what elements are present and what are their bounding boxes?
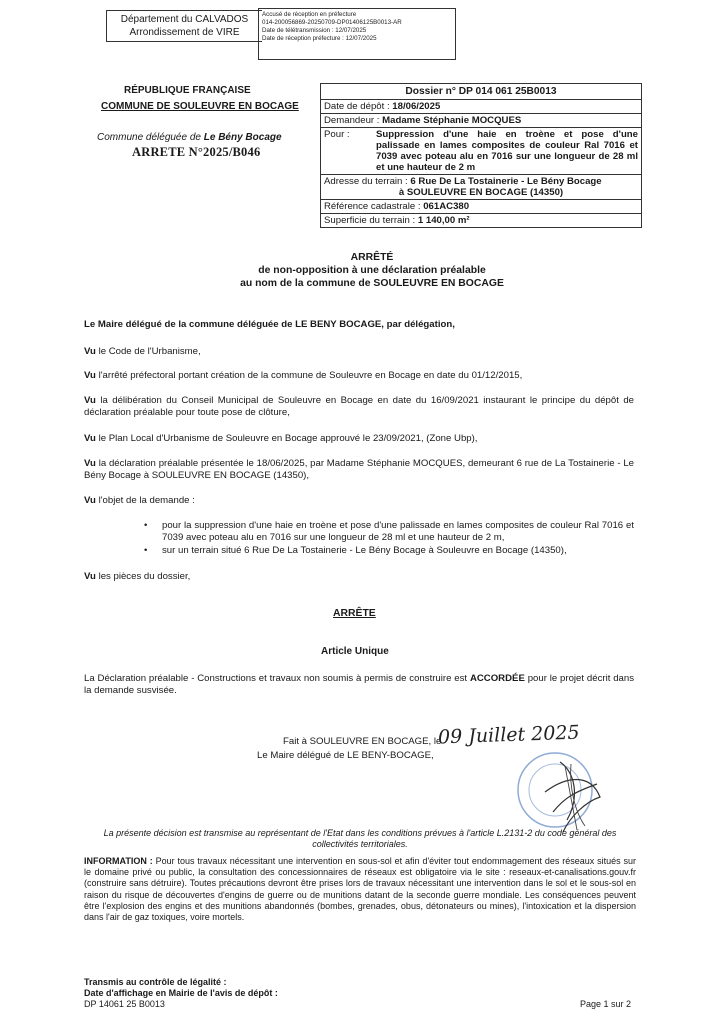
adresse-label: Adresse du terrain : — [324, 176, 408, 187]
vu-text: l'arrêté préfectoral portant création de la commune de Souleuvre en Bocage en date du 01/12/2015, — [98, 370, 523, 381]
demandeur-row — [321, 113, 641, 127]
ack-line: Date de télétransmission : 12/07/2025 — [262, 27, 367, 34]
superficie-value: 1 140,00 m² — [417, 215, 470, 226]
vu-word: Vu — [84, 346, 96, 357]
vu-word: Vu — [84, 458, 96, 469]
bullet-text: sur un terrain situé 6 Rue De La Tostainerie - Le Bény Bocage à Souleuvre en Bocage (14350), — [162, 545, 567, 556]
pour-label: Pour : — [324, 129, 350, 140]
document-title — [0, 251, 724, 290]
dossier-number: Dossier n° DP 014 061 25B0013 — [405, 86, 557, 97]
decision-pre: La Déclaration préalable - Constructions et travaux non soumis à permis de construire est — [84, 673, 468, 684]
footer-legality: Transmis au contrôle de légalité : — [84, 977, 227, 987]
delegated-name: Le Bény Bocage — [203, 132, 282, 143]
vu-declaration — [84, 458, 634, 482]
vu-pieces — [84, 571, 190, 583]
department-line: Département du CALVADOS — [120, 14, 249, 25]
information-notice — [84, 856, 636, 923]
page-number: Page 1 sur 2 — [580, 999, 632, 1009]
vu-arrete — [84, 370, 522, 382]
vu-objet — [84, 495, 195, 507]
arrete-number: ARRETE N°2025/B046 — [132, 145, 261, 159]
ack-line: Accusé de réception en préfecture — [262, 11, 357, 18]
dossier-table — [320, 83, 642, 228]
arrete-heading: ARRÊTE — [333, 608, 376, 619]
bullet-icon: • — [144, 520, 148, 531]
demandeur-label: Demandeur : — [324, 115, 380, 126]
cadastre-label: Référence cadastrale : — [324, 201, 421, 212]
vu-word: Vu — [84, 495, 96, 506]
vu-word: Vu — [84, 395, 96, 406]
title-line3: au nom de la commune de SOULEUVRE EN BOCAGE — [240, 278, 504, 289]
vu-text: l'objet de la demande : — [98, 495, 195, 506]
vu-text: les pièces du dossier, — [98, 571, 191, 582]
vu-text: le Code de l'Urbanisme, — [98, 346, 201, 357]
department-box — [106, 10, 262, 42]
transmission-notice: La présente décision est transmise au représentant de l'Etat dans les conditions prévues à l'article L.2131-2 du code général des collectivités territoriales. — [103, 828, 617, 849]
handwritten-date: 09 Juillet 2025 — [437, 721, 580, 749]
adresse-row — [321, 174, 641, 199]
maire-intro: Le Maire délégué de la commune déléguée de LE BENY BOCAGE, par délégation, — [84, 319, 455, 330]
ack-line: 014-200056869-20250709-DP01406125B0013-AR — [262, 19, 402, 26]
demandeur-value: Madame Stéphanie MOCQUES — [382, 115, 522, 126]
superficie-row — [321, 213, 641, 227]
depot-row — [321, 99, 641, 113]
list-item — [144, 545, 634, 557]
depot-value: 18/06/2025 — [392, 101, 441, 112]
vu-code — [84, 346, 201, 358]
article-heading: Article Unique — [321, 646, 389, 657]
decision-text — [84, 673, 634, 697]
adresse-line2: à SOULEUVRE EN BOCAGE (14350) — [398, 187, 564, 198]
vu-text: la délibération du Conseil Municipal de Souleuvre en Bocage en date du 16/09/2021 instaurant le principe du dépôt de déclaration préalable pour toute pose de clôture, — [84, 395, 634, 418]
vu-word: Vu — [84, 571, 96, 582]
vu-text: le Plan Local d'Urbanisme de Souleuvre en Bocage approuvé le 23/09/2021, (Zone Ubp), — [98, 433, 478, 444]
republic-title: RÉPUBLIQUE FRANÇAISE — [124, 85, 251, 96]
delegated-commune — [97, 132, 282, 143]
delegated-prefix: Commune déléguée de — [97, 132, 201, 143]
info-label: INFORMATION : — [84, 856, 153, 866]
commune-title: COMMUNE DE SOULEUVRE EN BOCAGE — [101, 101, 299, 112]
depot-label: Date de dépôt : — [324, 101, 390, 112]
vu-plu — [84, 433, 477, 445]
decision-bold: ACCORDÉE — [469, 673, 525, 684]
superficie-label: Superficie du terrain : — [324, 215, 416, 226]
vu-text: la déclaration préalable présentée le 18/06/2025, par Madame Stéphanie MOCQUES, demeurant 6 rue de La Tostainerie - Le Bény Bocage à SOULEUVRE EN BOCAGE (14350), — [84, 458, 634, 481]
vu-deliberation — [84, 395, 634, 419]
footer-dossier-ref: DP 14061 25 B0013 — [84, 999, 165, 1009]
title-line1: ARRÊTÉ — [350, 252, 394, 263]
title-line2: de non-opposition à une déclaration préalable — [258, 265, 486, 276]
fait-a: Fait à SOULEUVRE EN BOCAGE, le — [283, 736, 442, 747]
cadastre-row — [321, 199, 641, 213]
vu-word: Vu — [84, 370, 96, 381]
ack-line: Date de réception préfecture : 12/07/2025 — [262, 35, 377, 42]
acknowledgment-stamp — [258, 8, 456, 60]
bullet-text: pour la suppression d'une haie en troène et pose d'une palissade en lames composites de couleur Ral 7016 et 7039 avec poteau alu en 7016 sur une longueur de 28 ml et une hauteur de 2 m, — [162, 520, 634, 543]
list-item — [144, 520, 634, 544]
info-text: Pour tous travaux nécessitant une intervention en sous-sol et afin d'éviter tout endommagement des réseaux situés sur le domaine privé ou public, la consultation des concessionnaires de réseaux est obligatoire via le site : reseaux-et-canalisations.gouv.fr (construire sans détruire). Toutes précautions devront être prises lors de travaux nécessitant une intervention dans le sol et le sous-sol en raison du risque de découvertes d'engins de guerre ou de munitions datant de la seconde guerre mondiale. Les conséquences peuvent être l'explosion des engins et des munitions abandonnés (bombes, grenades, obus, détonateurs ou mines), l'intoxication et la dispersion dans l'air de gaz toxiques, voire mortels. — [84, 856, 636, 923]
adresse-line1: 6 Rue De La Tostainerie - Le Bény Bocage — [410, 176, 602, 187]
decision-post: pour le projet décrit dans la demande susvisée. — [84, 673, 635, 696]
pour-row — [321, 127, 641, 174]
vu-word: Vu — [84, 433, 96, 444]
footer-affichage: Date d'affichage en Mairie de l'avis de dépôt : — [84, 988, 278, 998]
arrondissement-line: Arrondissement de VIRE — [129, 27, 240, 38]
cadastre-value: 061AC380 — [423, 201, 470, 212]
pour-value: Suppression d'une haie en troène et pose d'une palissade en lames composites de couleur Ral 7016 et 7039 avec poteau alu en 7016 sur une longueur de 28 ml et une hauteur de 2 m — [376, 129, 638, 173]
maire-signature-label: Le Maire délégué de LE BENY-BOCAGE, — [257, 750, 434, 761]
bullet-icon: • — [144, 545, 148, 556]
official-seal-and-signature — [505, 742, 615, 840]
